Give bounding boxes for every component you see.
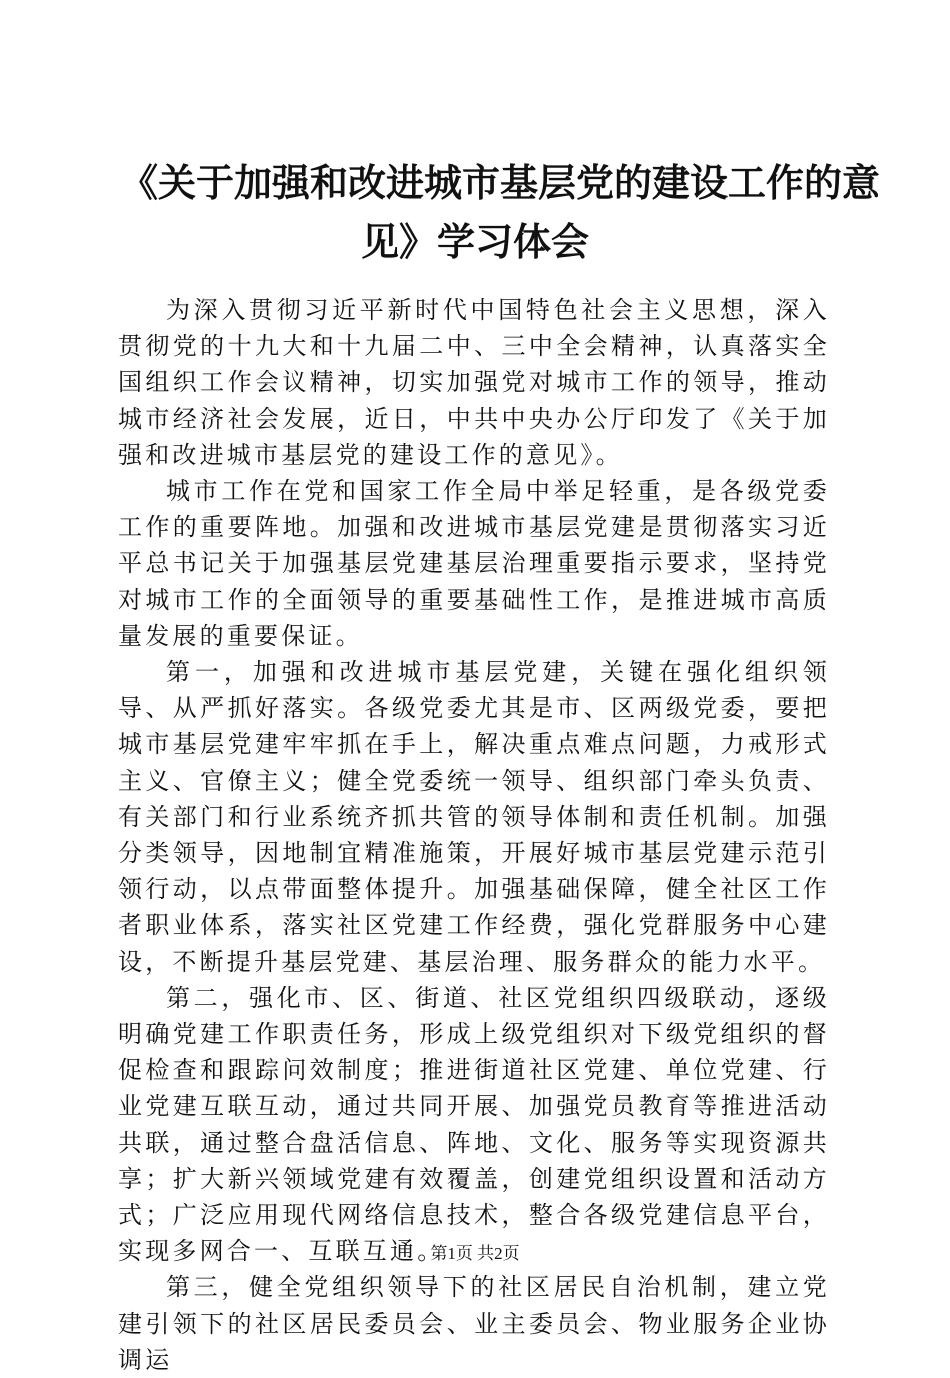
paragraph-3: 第一，加强和改进城市基层党建，关键在强化组织领导、从严抓好落实。各级党委尤其是市、区两级党委，要把城市基层党建牢牢抓在手上，解决重点难点问题，力戒形式主义、官僚主义；健全党委统一领导、组织部门牵头负责、有关部门和行业系统齐抓共管的领导体制和责任机制。加强分类领导，因地制宜精准施策，开展好城市基层党建示范引领行动，以点带面整体提升。加强基础保障，健全社区工作者职业体系，落实社区党建工作经费，强化党群服务中心建设，不断提升基层党建、基层治理、服务群众的能力水平。 [118,658,830,976]
paragraph-5: 第三，健全党组织领导下的社区居民自治机制，建立党建引领下的社区居民委员会、业主委员会、物业服务企业协调运 [118,1273,830,1374]
document-title-line-2: 见》学习体会 [360,219,589,264]
document-body [118,292,830,1378]
paragraph-4: 第二，强化市、区、街道、社区党组织四级联动，逐级明确党建工作职责任务，形成上级党组织对下级党组织的督促检查和跟踪问效制度；推进街道社区党建、单位党建、行业党建互联互动，通过共同开展、加强党员教育等推进活动共联，通过整合盘活信息、阵地、文化、服务等实现资源共享；扩大新兴领域党建有效覆盖，创建党组织设置和活动方式；广泛应用现代网络信息技术，整合各级党建信息平台，实现多网合一、互联互通。 [118,983,830,1266]
document-title-line-1: 《关于加强和改进城市基层党的建设工作的意 [120,160,881,205]
paragraph-1: 为深入贯彻习近平新时代中国特色社会主义思想，深入贯彻党的十九大和十九届二中、三中全会精神，认真落实全国组织工作会议精神，切实加强党对城市工作的领导，推动城市经济社会发展，近日，中共中央办公厅印发了《关于加强和改进城市基层党的建设工作的意见》。 [118,296,830,469]
paragraph-2: 城市工作在党和国家工作全局中举足轻重，是各级党委工作的重要阵地。加强和改进城市基层党建是贯彻落实习近平总书记关于加强基层党建基层治理重要指示要求，坚持党对城市工作的全面领导的重要基础性工作，是推进城市高质量发展的重要保证。 [118,477,830,650]
page-number-footer: 第1页 共2页 [430,1244,520,1263]
